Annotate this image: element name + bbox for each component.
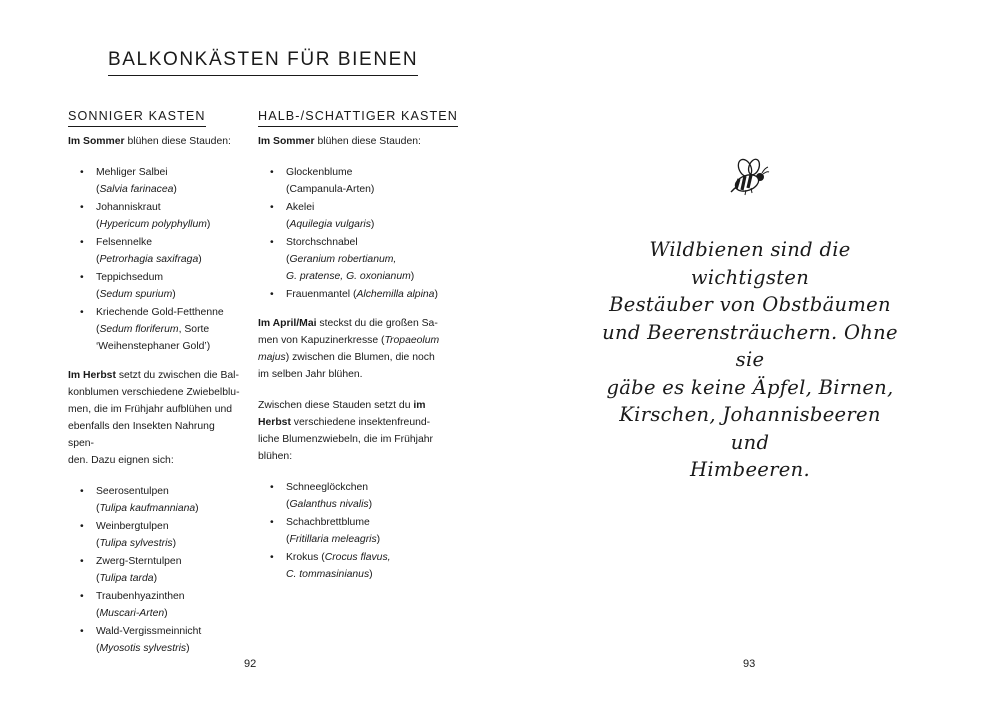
summer-intro: Im Sommer blühen diese Stauden: <box>68 136 231 147</box>
list-item: • Weinbergtulpen (Tulipa sylvestris) <box>68 518 240 552</box>
sunny-box-heading: SONNIGER KASTEN <box>68 108 206 127</box>
list-item: • Seerosentulpen (Tulipa kaufmanniana) <box>68 483 240 517</box>
list-item: • Schneeglöckchen (Galanthus nivalis) <box>258 479 440 513</box>
summer-plant-list <box>68 164 240 355</box>
bee-icon <box>726 156 770 200</box>
quote-line: und Beerensträuchern. Ohne sie <box>602 320 898 371</box>
shady-box-column <box>258 108 459 584</box>
bulb-plant-list <box>258 479 440 583</box>
quote-line: Himbeeren. <box>690 458 810 481</box>
page-number-right: 93 <box>743 658 756 670</box>
quote-line: gäbe es keine Äpfel, Birnen, <box>606 375 894 399</box>
right-page <box>500 0 1000 709</box>
list-item: • Wald-Vergissmeinnicht (Myosotis sylvestris) <box>68 623 240 657</box>
list-item: • Johanniskraut (Hypericum polyphyllum) <box>68 199 240 233</box>
quote-line: Wildbienen sind die wichtigsten <box>649 238 851 289</box>
list-item: • Schachbrettblume (Fritillaria meleagris) <box>258 514 440 548</box>
sunny-box-column <box>68 108 240 658</box>
autumn-plant-list <box>68 483 240 657</box>
list-item: • Teppichsedum (Sedum spurium) <box>68 269 240 303</box>
shady-box-heading: HALB-/SCHATTIGER KASTEN <box>258 108 458 127</box>
summer-intro: Im Sommer blühen diese Stauden: <box>258 136 421 147</box>
list-item: • Storchschnabel (Geranium robertianum, G. pratense, G. oxonianum) <box>258 234 440 285</box>
list-item: • Glockenblume (Campanula-Arten) <box>258 164 440 198</box>
list-item: • Traubenhyazinthen (Muscari-Arten) <box>68 588 240 622</box>
summer-plant-list <box>258 164 440 303</box>
list-item: • Zwerg-Sterntulpen (Tulipa tarda) <box>68 553 240 587</box>
page-title: BALKONKÄSTEN FÜR BIENEN <box>108 49 418 76</box>
list-item: • Frauenmantel (Alchemilla alpina) <box>258 286 440 303</box>
quote-line: Bestäuber von Obstbäumen <box>609 293 891 316</box>
autumn-text: Im Herbst setzt du zwischen die Bal- konblumen verschiedene Zwiebelblu- men, die im Frühjahr aufblühen und ebenfalls den Insekten Nahrung spen- den. Dazu eignen sich: <box>68 370 240 466</box>
list-item: • Felsennelke (Petrorhagia saxifraga) <box>68 234 240 268</box>
list-item: • Mehliger Salbei (Salvia farinacea) <box>68 164 240 198</box>
between-text: Zwischen diese Stauden setzt du im Herbst verschiedene insektenfreund- liche Blumenzwiebeln, die im Frühjahr blühen: <box>258 400 433 462</box>
list-item: • Kriechende Gold-Fetthenne (Sedum floriferum, Sorte ‘Weihenstephaner Gold’) <box>68 304 240 355</box>
pull-quote <box>600 236 900 484</box>
april-text: Im April/Mai steckst du die großen Sa- men von Kapuzinerkresse (Tropaeolum majus) zwischen die Blumen, die noch im selben Jahr blühen. <box>258 318 440 380</box>
quote-line: Kirschen, Johannisbeeren und <box>619 403 881 454</box>
list-item: • Krokus (Crocus flavus, C. tommasinianus) <box>258 549 440 583</box>
page-number-left: 92 <box>244 658 257 670</box>
list-item: • Akelei (Aquilegia vulgaris) <box>258 199 440 233</box>
